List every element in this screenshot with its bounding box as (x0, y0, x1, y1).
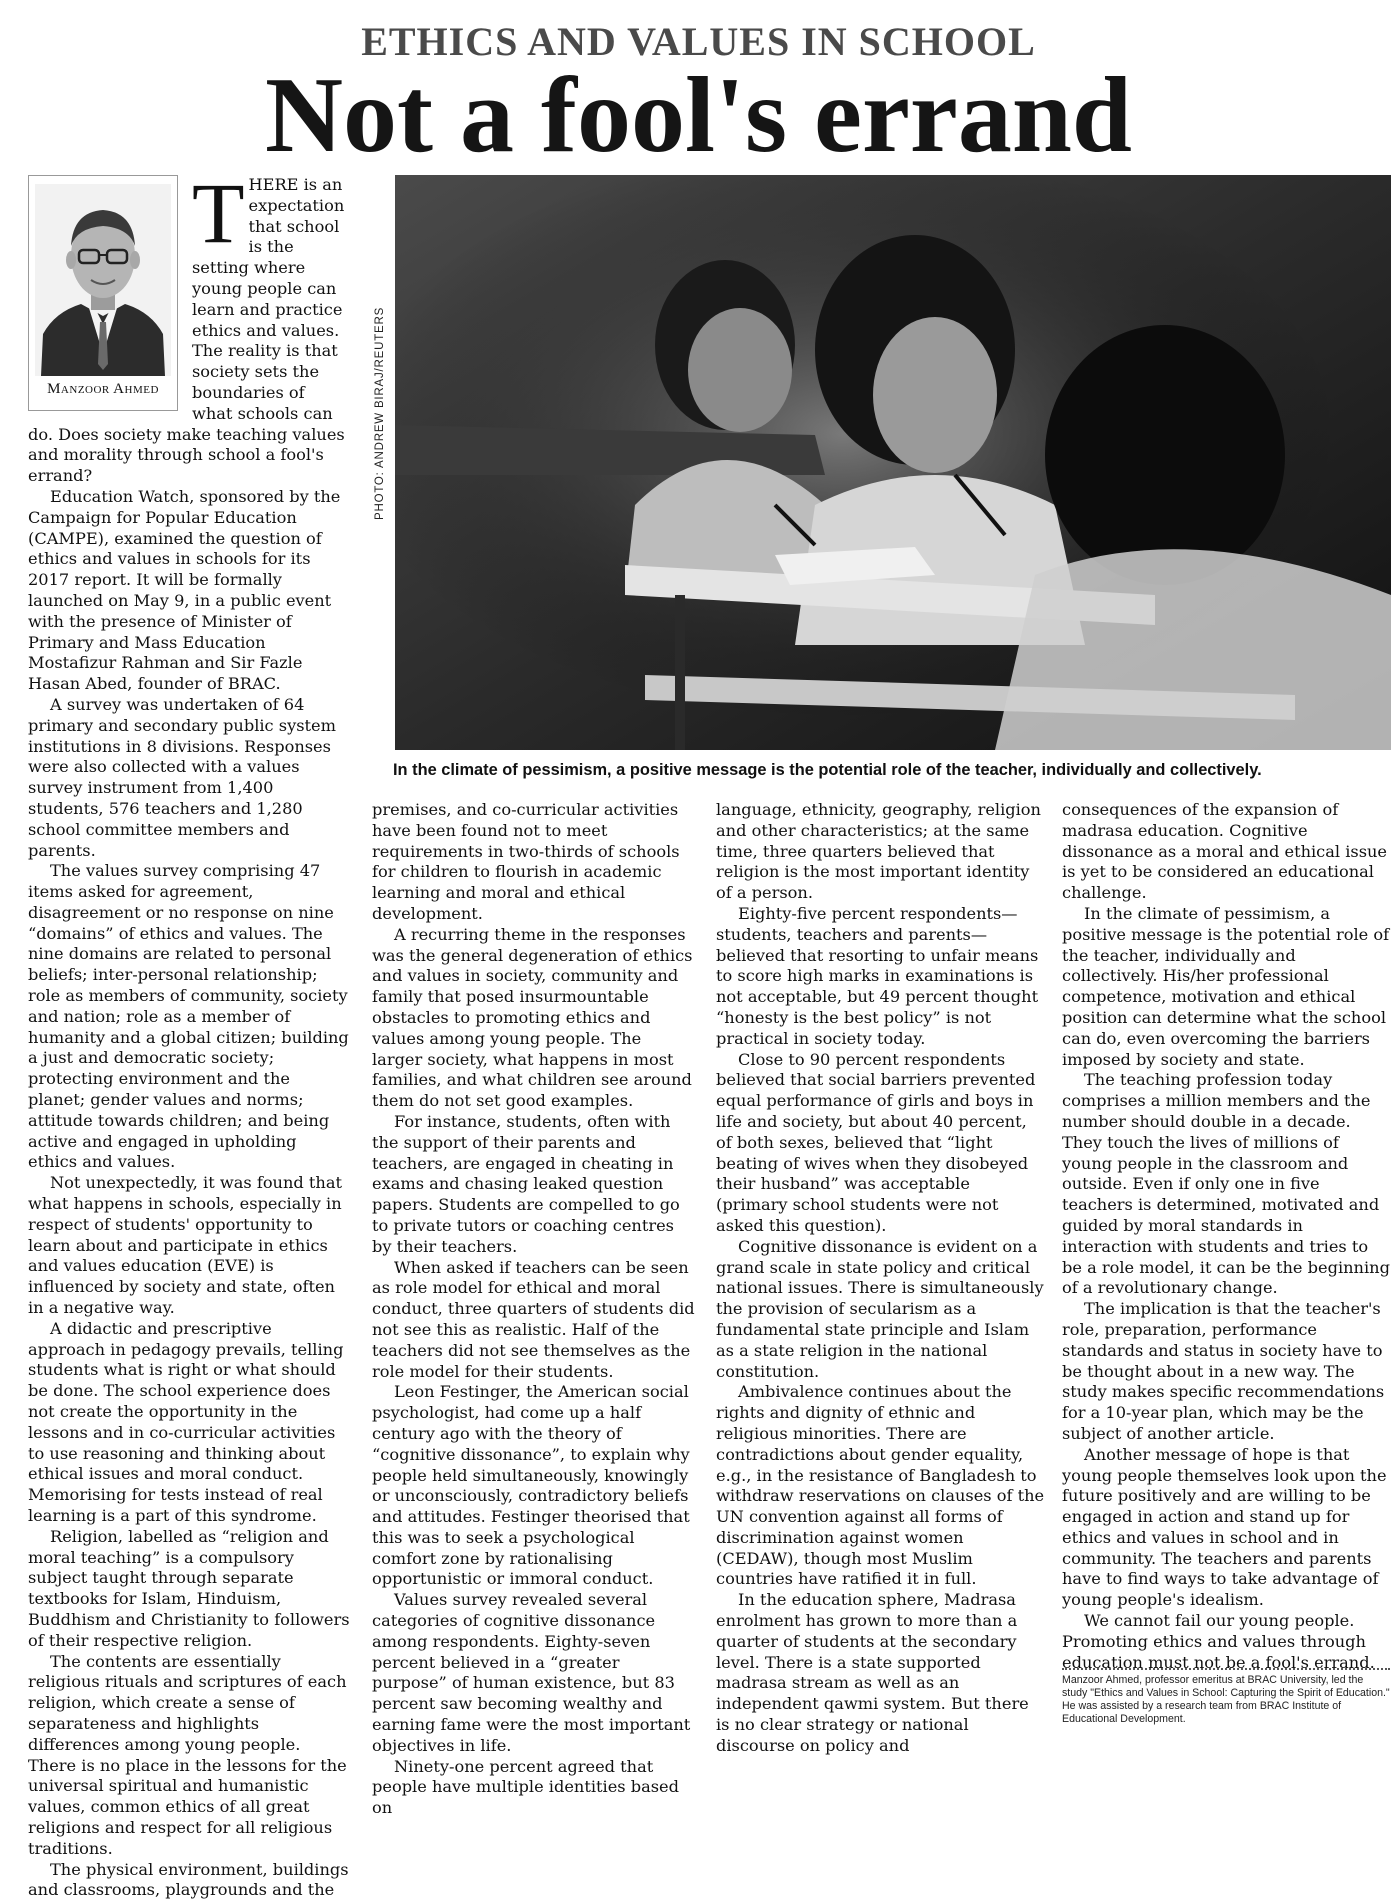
article-paragraph: Values survey revealed several categories of cognitive dissonance among respondents. Eighty-seven percent believed in a “greater purpose” of human existence, but 83 percent saw becoming wealthy and earning fame were the most important objectives in life. (372, 1590, 691, 1755)
author-box (28, 175, 178, 411)
photo-credit: PHOTO: ANDREW BIRAJ/REUTERS (374, 306, 386, 520)
article-column-4 (1062, 800, 1392, 1673)
article-paragraph: Close to 90 percent respondents believed that social barriers prevented equal performance of girls and boys in life and society, but about 40 percent, of both sexes, believed that “light beating of wives when they disobeyed their husband” was acceptable (primary school students were not asked this question). (716, 1049, 1036, 1235)
article-paragraph: premises, and co-curricular activities have been found not to meet requirements in two-thirds of schools for children to flourish in academic learning and moral and ethical development. (372, 800, 680, 923)
article-column-1 (28, 165, 350, 1901)
author-portrait (35, 184, 171, 376)
article-paragraph: Not unexpectedly, it was found that what happens in schools, especially in respect of students' opportunity to learn about and participate in ethics and values education (EVE) is influenced by society and state, often in a negative way. (28, 1173, 343, 1318)
section-kicker: ETHICS AND VALUES IN SCHOOL (361, 19, 1036, 64)
article-paragraph: HERE is an expectation that school is the setting where young people can learn and practice ethics and values. The reality is that society sets the boundaries of what schools can do. Does society make teaching values and morality through school a fool's errand? (28, 175, 345, 486)
drop-cap: T (192, 165, 245, 261)
article-paragraph: Ninety-one percent agreed that people have multiple identities based on (372, 1756, 680, 1818)
article-paragraph: The implication is that the teacher's role, preparation, performance standards and status in society have to be thought about in a new way. The study makes specific recommendations for a 10-year plan, which may be the subject of another article. (1062, 1299, 1385, 1443)
article-paragraph: For instance, students, often with the support of their parents and teachers, are engaged in cheating in exams and chasing leaked question papers. Students are compelled to go to private tutors or coaching centres by their teachers. (372, 1111, 680, 1256)
article-paragraph: consequences of the expansion of madrasa education. Cognitive dissonance as a moral and ethical issue is yet to be considered an educational challenge. (1062, 800, 1388, 903)
article-paragraph: Education Watch, sponsored by the Campaign for Popular Education (CAMPE), examined the question of ethics and values in schools for its 2017 report. It will be formally launched on May 9, in a public event with the presence of Minister of Primary and Mass Education Mostafizur Rahman and Sir Fazle Hasan Abed, founder of BRAC. (28, 486, 341, 694)
author-name: Manzoor Ahmed (47, 381, 159, 397)
article-paragraph: The values survey comprising 47 items asked for agreement, disagreement or no response on nine “domains” of ethics and values. The nine domains are related to personal beliefs; inter-personal relationship; role as members of community, society and nation; role as a member of humanity and a global citizen; building a just and democratic society; protecting environment and the planet; gender values and norms; attitude towards children; and being active and engaged in upholding ethics and values. (28, 861, 349, 1172)
article-paragraph: In the climate of pessimism, a positive message is the potential role of the teacher, individually and collectively. His/her professional competence, motivation and ethical position can determine what the school can do, even overcoming the barriers imposed by society and state. (1062, 903, 1390, 1069)
article-paragraph: The physical environment, buildings and classrooms, playgrounds and the (28, 1859, 349, 1900)
article-paragraph: When asked if teachers can be seen as role model for ethical and moral conduct, three quarters of students did not see this as realistic. Half of the teachers did not see themselves as the role model for their students. (372, 1257, 695, 1381)
article-column-2 (372, 800, 696, 1819)
article-paragraph: Leon Festinger, the American social psychologist, had come up a half century ago with the theory of “cognitive dissonance”, to explain why people held simultaneously, knowingly or unconsciously, contradictory beliefs and attitudes. Festinger theorised that this was to seek a psychological comfort zone by rationalising opportunistic or immoral conduct. (372, 1382, 690, 1589)
article-paragraph: Religion, labelled as “religion and moral teaching” is a compulsory subject taught through separate textbooks for Islam, Hinduism, Buddhism and Christianity to followers of their respective religion. (28, 1526, 350, 1650)
article-paragraph: We cannot fail our young people. Promoting ethics and values through education must not be a fool's errand. (1062, 1611, 1375, 1672)
article-paragraph: In the education sphere, Madrasa enrolment has grown to more than a quarter of students at the secondary level. There is a state supported madrasa stream as well as an independent qawmi system. But there is no clear strategy or national discourse on policy and (716, 1590, 1029, 1755)
photo-caption: In the climate of pessimism, a positive message is the potential role of the teacher, individually and collectively. (393, 761, 1262, 779)
article-paragraph: language, ethnicity, geography, religion and other characteristics; at the same time, three quarters believed that religion is the most important identity of a person. (716, 800, 1041, 903)
article-paragraph: A didactic and prescriptive approach in pedagogy prevails, telling students what is right or what should be done. The school experience does not create the opportunity in the lessons and in co-curricular activities to use reasoning and thinking about ethical issues and moral conduct. Memorising for tests instead of real learning is a part of this syndrome. (28, 1318, 344, 1525)
classroom-photo-image (395, 175, 1391, 750)
article-paragraph: Another message of hope is that young people themselves look upon the future positively and are willing to be engaged in action and stand up for ethics and values in school and in community. The teachers and parents have to find ways to take advantage of young people's idealism. (1062, 1444, 1387, 1610)
article-paragraph: A survey was undertaken of 64 primary and secondary public system institutions in 8 divisions. Responses were also collected with a values survey instrument from 1,400 students, 576 teachers and 1,280 school committee members and parents. (28, 694, 336, 860)
article-paragraph: Cognitive dissonance is evident on a grand scale in state policy and critical national issues. There is simultaneously the provision of secularism as a fundamental state principle and Islam as a state religion in the national constitution. (716, 1236, 1044, 1381)
article-paragraph: Ambivalence continues about the rights and dignity of ethnic and religious minorities. There are contradictions about gender equality, e.g., in the resistance of Bangladesh to withdraw reservations on clauses of the UN convention against all forms of discrimination against women (CEDAW), though most Muslim countries have ratified it in full. (716, 1382, 1045, 1589)
article-column-3 (716, 800, 1046, 1757)
article-paragraph: The contents are essentially religious rituals and scriptures of each religion, which create a sense of separateness and highlights differences among young people. There is no place in the lessons for the universal spiritual and humanistic values, common ethics of all great religions and respect for all religious traditions. (28, 1651, 347, 1858)
author-bio: Manzoor Ahmed, professor emeritus at BRAC University, led the study "Ethics and Values in School: Capturing the Spirit of Education." He was assisted by a research team from BRAC Institute of Educational Development. (1062, 1668, 1390, 1726)
headline: Not a fool's errand (265, 56, 1132, 175)
article-paragraph: A recurring theme in the responses was the general degeneration of ethics and values in society, community and family that posed insurmountable obstacles to promoting ethics and values among young people. The larger society, what happens in most families, and what children see around them do not set good examples. (372, 924, 693, 1111)
article-paragraph: The teaching profession today comprises a million members and the number should double in a decade. They touch the lives of millions of young people in the classroom and outside. Even if only one in five teachers is determined, motivated and guided by moral standards in interaction with students and tries to be a role model, it can be the beginning of a revolutionary change. (1062, 1070, 1390, 1298)
classroom-photo (395, 175, 1391, 750)
article-paragraph: Eighty-five percent respondents—students, teachers and parents—believed that resorting to unfair means to score high marks in examinations is not acceptable, but 49 percent thought “honesty is the best policy” is not practical in society today. (716, 903, 1039, 1048)
